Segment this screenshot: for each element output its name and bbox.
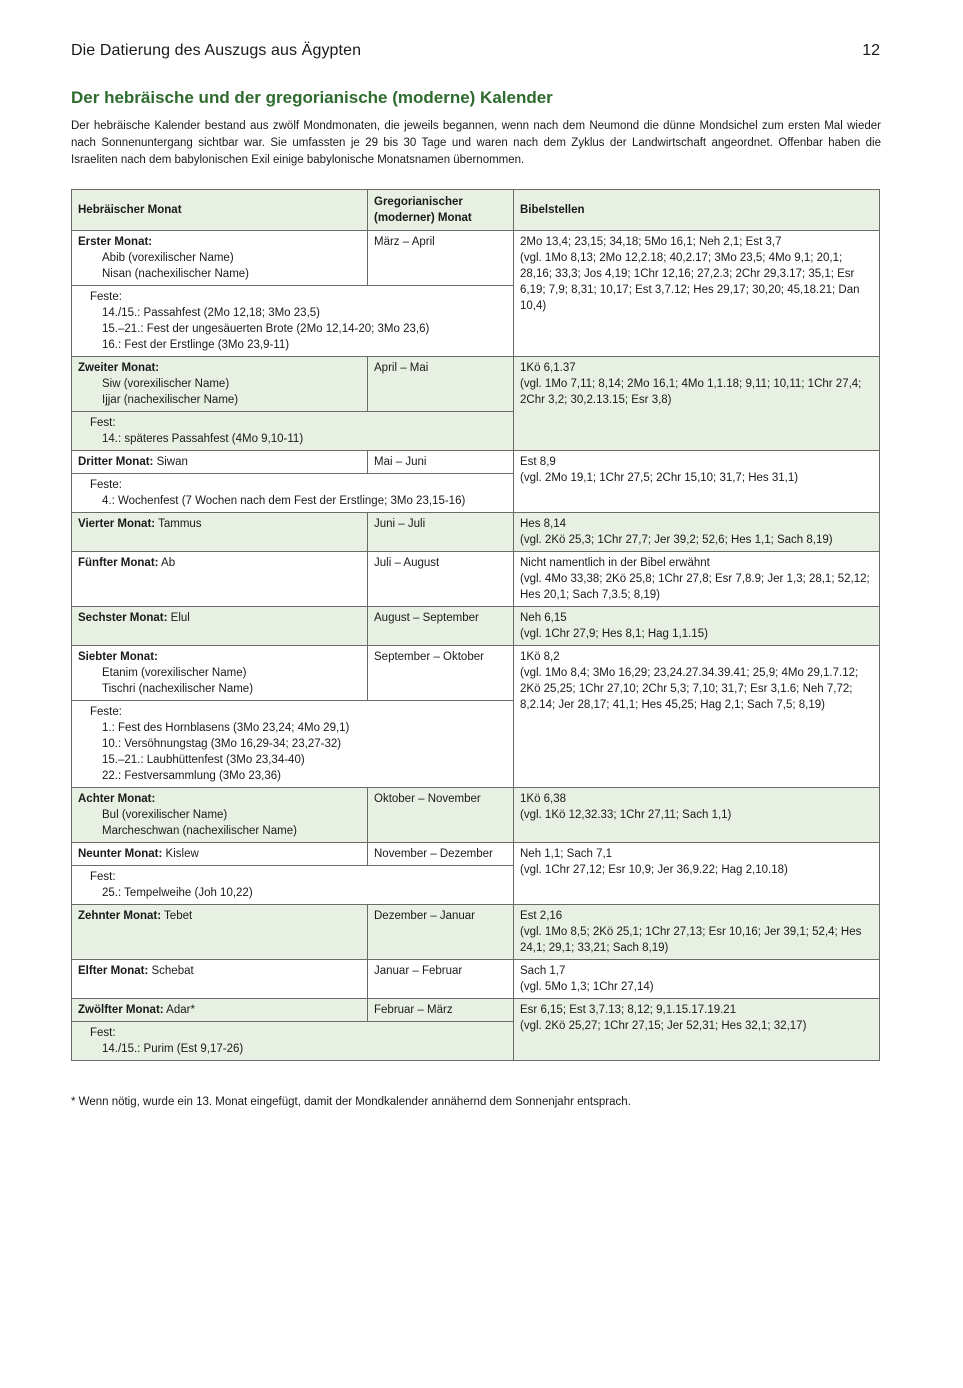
cell-gregorian-month: April – Mai xyxy=(368,357,514,412)
cell-bible-refs xyxy=(514,607,880,646)
cell-hebrew-month xyxy=(72,788,368,843)
intro-paragraph: Der hebräische Kalender bestand aus zwölf Mondmonaten, die jeweils begannen, wenn nach dem Neumond die dünne Mondsichel zum ersten Mal wieder nach Sonnenuntergang sichtbar war. Sie umfassten je 29 bis 30 Tage und waren nach dem Zyklus der Landwirtschaft angeordnet. Offenbar haben die Israeliten nach dem babylonischen Exil einige babylonische Monatsnamen übernommen. xyxy=(71,120,881,166)
bible-reference: (vgl. 2Kö 25,3; 1Chr 27,7; Jer 39,2; 52,6; Hes 1,1; Sach 8,19) xyxy=(520,534,833,546)
page-number: 12 xyxy=(862,42,880,59)
feast-label: Feste: xyxy=(90,291,122,303)
month-name: Adar* xyxy=(163,1004,195,1016)
feast-item: 10.: Versöhnungstag (3Mo 16,29-34; 23,27-32) xyxy=(102,738,342,750)
bible-reference: (vgl. 4Mo 33,38; 2Kö 25,8; 1Chr 27,8; Esr 7,8.9; Jer 1,3; 28,1; 52,12; Hes 20,1; Sach 7,3.5; 8,19) xyxy=(520,573,870,601)
cell-bible-refs xyxy=(514,513,880,552)
month-name: Siwan xyxy=(153,456,188,468)
feast-item: 14./15.: Passahfest (2Mo 12,18; 3Mo 23,5) xyxy=(102,307,320,319)
month-name: Tammus xyxy=(155,518,202,530)
month-label: Erster Monat: xyxy=(78,236,153,248)
header-bible-refs: Bibelstellen xyxy=(514,190,880,231)
bible-reference: (vgl. 5Mo 1,3; 1Chr 27,14) xyxy=(520,981,654,993)
table-row xyxy=(72,843,880,866)
bible-reference: 2Mo 13,4; 23,15; 34,18; 5Mo 16,1; Neh 2,1; Est 3,7 xyxy=(520,236,782,248)
cell-gregorian-month: August – September xyxy=(368,607,514,646)
footnote: * Wenn nötig, wurde ein 13. Monat eingefügt, damit der Mondkalender annähernd dem Sonnenjahr entsprach. xyxy=(71,1096,631,1108)
month-alt-name: Siw (vorexilischer Name) xyxy=(102,378,230,390)
month-alt-name: Nisan (nachexilischer Name) xyxy=(102,268,249,280)
bible-reference: Est 2,16 xyxy=(520,910,563,922)
table-row xyxy=(72,357,880,412)
cell-bible-refs xyxy=(514,552,880,607)
bible-reference: (vgl. 1Mo 8,5; 2Kö 25,1; 1Chr 27,13; Esr 10,16; Jer 39,1; 52,4; Hes 24,1; 29,1; 33,21; Sach 8,19) xyxy=(520,926,862,954)
table-row xyxy=(72,905,880,960)
cell-feasts xyxy=(72,701,514,788)
cell-bible-refs xyxy=(514,451,880,513)
feast-item: 14./15.: Purim (Est 9,17-26) xyxy=(102,1043,244,1055)
cell-gregorian-month: Januar – Februar xyxy=(368,960,514,999)
cell-hebrew-month xyxy=(72,451,368,474)
cell-feasts xyxy=(72,412,514,451)
table-row xyxy=(72,788,880,843)
cell-gregorian-month: Dezember – Januar xyxy=(368,905,514,960)
bible-reference: Nicht namentlich in der Bibel erwähnt xyxy=(520,557,710,569)
bible-reference: (vgl. 1Mo 7,11; 8,14; 2Mo 16,1; 4Mo 1,1.18; 9,11; 10,11; 1Chr 27,4; 2Chr 3,2; 30,2.13.15; Esr 3,8) xyxy=(520,378,862,406)
feast-item: 16.: Fest der Erstlinge (3Mo 23,9-11) xyxy=(102,339,290,351)
month-alt-name: Abib (vorexilischer Name) xyxy=(102,252,234,264)
month-label: Zwölfter Monat: xyxy=(78,1004,164,1016)
month-alt-name: Marcheschwan (nachexilischer Name) xyxy=(102,825,297,837)
bible-reference: (vgl. 1Kö 12,32.33; 1Chr 27,11; Sach 1,1) xyxy=(520,809,732,821)
calendar-table-body xyxy=(72,231,880,1061)
table-row xyxy=(72,960,880,999)
bible-reference: Neh 1,1; Sach 7,1 xyxy=(520,848,613,860)
header-hebrew-month: Hebräischer Monat xyxy=(72,190,368,231)
cell-bible-refs xyxy=(514,905,880,960)
cell-gregorian-month: November – Dezember xyxy=(368,843,514,866)
bible-reference: Sach 1,7 xyxy=(520,965,566,977)
table-row xyxy=(72,646,880,701)
table-row xyxy=(72,607,880,646)
cell-feasts xyxy=(72,286,514,357)
month-label: Zweiter Monat: xyxy=(78,362,160,374)
cell-bible-refs xyxy=(514,646,880,788)
cell-hebrew-month xyxy=(72,843,368,866)
cell-gregorian-month: Juli – August xyxy=(368,552,514,607)
table-row xyxy=(72,231,880,286)
month-label: Sechster Monat: xyxy=(78,612,168,624)
feast-label: Fest: xyxy=(90,417,116,429)
bible-reference: (vgl. 1Mo 8,13; 2Mo 12,2.18; 40,2.17; 3Mo 23,5; 4Mo 9,1; 20,1; 28,16; 33,3; Jos 4,19; 1Chr 12,16; 27,2.3; 2Chr 29,3.17; 35,1; Esr 6,19; 7,9; 8,31; 10,17; Est 3,7.12; Hes 29,17; 30,20; 45,18.21; Dan 10,4) xyxy=(520,252,860,312)
month-label: Vierter Monat: xyxy=(78,518,156,530)
feast-label: Feste: xyxy=(90,706,122,718)
cell-gregorian-month: September – Oktober xyxy=(368,646,514,701)
month-name: Kislew xyxy=(162,848,199,860)
feast-item: 15.–21.: Fest der ungesäuerten Brote (2Mo 12,14-20; 3Mo 23,6) xyxy=(102,323,430,335)
feast-label: Fest: xyxy=(90,871,116,883)
month-name: Schebat xyxy=(148,965,194,977)
month-name: Elul xyxy=(167,612,190,624)
bible-reference: Est 8,9 xyxy=(520,456,556,468)
table-row xyxy=(72,451,880,474)
cell-hebrew-month xyxy=(72,607,368,646)
cell-bible-refs xyxy=(514,357,880,451)
page-header-title: Die Datierung des Auszugs aus Ägypten xyxy=(71,42,362,59)
bible-reference: (vgl. 1Chr 27,9; Hes 8,1; Hag 1,1.15) xyxy=(520,628,708,640)
feast-item: 22.: Festversammlung (3Mo 23,36) xyxy=(102,770,281,782)
month-label: Zehnter Monat: xyxy=(78,910,162,922)
bible-reference: (vgl. 2Mo 19,1; 1Chr 27,5; 2Chr 15,10; 31,7; Hes 31,1) xyxy=(520,472,799,484)
bible-reference: 1Kö 6,38 xyxy=(520,793,567,805)
table-row xyxy=(72,513,880,552)
month-label: Siebter Monat: xyxy=(78,651,158,663)
table-header-row xyxy=(72,190,880,231)
header-gregorian-month: Gregorianischer (moderner) Monat xyxy=(368,190,514,231)
feast-item: 1.: Fest des Hornblasens (3Mo 23,24; 4Mo 29,1) xyxy=(102,722,350,734)
table-row xyxy=(72,552,880,607)
feast-item: 4.: Wochenfest (7 Wochen nach dem Fest der Erstlinge; 3Mo 23,15-16) xyxy=(102,495,466,507)
feast-label: Fest: xyxy=(90,1027,116,1039)
feast-item: 15.–21.: Laubhüttenfest (3Mo 23,34-40) xyxy=(102,754,305,766)
month-label: Fünfter Monat: xyxy=(78,557,159,569)
cell-hebrew-month xyxy=(72,357,368,412)
bible-reference: 1Kö 6,1.37 xyxy=(520,362,576,374)
cell-bible-refs xyxy=(514,960,880,999)
month-alt-name: Ijjar (nachexilischer Name) xyxy=(102,394,239,406)
cell-hebrew-month xyxy=(72,552,368,607)
month-label: Dritter Monat: xyxy=(78,456,154,468)
bible-reference: Neh 6,15 xyxy=(520,612,567,624)
table-row xyxy=(72,999,880,1022)
month-alt-name: Etanim (vorexilischer Name) xyxy=(102,667,247,679)
cell-hebrew-month xyxy=(72,231,368,286)
feast-item: 14.: späteres Passahfest (4Mo 9,10-11) xyxy=(102,433,304,445)
cell-feasts xyxy=(72,1022,514,1061)
cell-gregorian-month: Februar – März xyxy=(368,999,514,1022)
cell-feasts xyxy=(72,866,514,905)
cell-feasts xyxy=(72,474,514,513)
cell-gregorian-month: Mai – Juni xyxy=(368,451,514,474)
bible-reference: Hes 8,14 xyxy=(520,518,567,530)
calendar-table xyxy=(71,189,880,1061)
cell-hebrew-month xyxy=(72,646,368,701)
month-label: Elfter Monat: xyxy=(78,965,149,977)
cell-hebrew-month xyxy=(72,513,368,552)
cell-bible-refs xyxy=(514,999,880,1061)
bible-reference: (vgl. 1Mo 8,4; 3Mo 16,29; 23,24.27.34.39.41; 25,9; 4Mo 29,1.7.12; 2Kö 25,25; 1Chr 27,10; 2Chr 5,3; 7,10; 31,7; Esr 3,1.6; Neh 7,72; 8,2.14; Jer 28,17; 41,1; Hes 45,25; Hag 2,1; Sach 7,5; 8,19) xyxy=(520,667,859,711)
month-label: Achter Monat: xyxy=(78,793,156,805)
feast-label: Feste: xyxy=(90,479,122,491)
cell-hebrew-month xyxy=(72,999,368,1022)
cell-hebrew-month xyxy=(72,905,368,960)
bible-reference: Esr 6,15; Est 3,7.13; 8,12; 9,1.15.17.19.21 xyxy=(520,1004,737,1016)
feast-item: 25.: Tempelweihe (Joh 10,22) xyxy=(102,887,253,899)
section-title: Der hebräische und der gregorianische (moderne) Kalender xyxy=(71,88,553,107)
month-alt-name: Tischri (nachexilischer Name) xyxy=(102,683,254,695)
month-label: Neunter Monat: xyxy=(78,848,163,860)
cell-gregorian-month: März – April xyxy=(368,231,514,286)
month-alt-name: Bul (vorexilischer Name) xyxy=(102,809,228,821)
cell-bible-refs xyxy=(514,788,880,843)
bible-reference: (vgl. 2Kö 25,27; 1Chr 27,15; Jer 52,31; Hes 32,1; 32,17) xyxy=(520,1020,807,1032)
bible-reference: 1Kö 8,2 xyxy=(520,651,560,663)
bible-reference: (vgl. 1Chr 27,12; Esr 10,9; Jer 36,9.22; Hag 2,10.18) xyxy=(520,864,788,876)
cell-gregorian-month: Juni – Juli xyxy=(368,513,514,552)
cell-bible-refs xyxy=(514,231,880,357)
cell-bible-refs xyxy=(514,843,880,905)
month-name: Tebet xyxy=(161,910,193,922)
cell-hebrew-month xyxy=(72,960,368,999)
cell-gregorian-month: Oktober – November xyxy=(368,788,514,843)
month-name: Ab xyxy=(158,557,176,569)
